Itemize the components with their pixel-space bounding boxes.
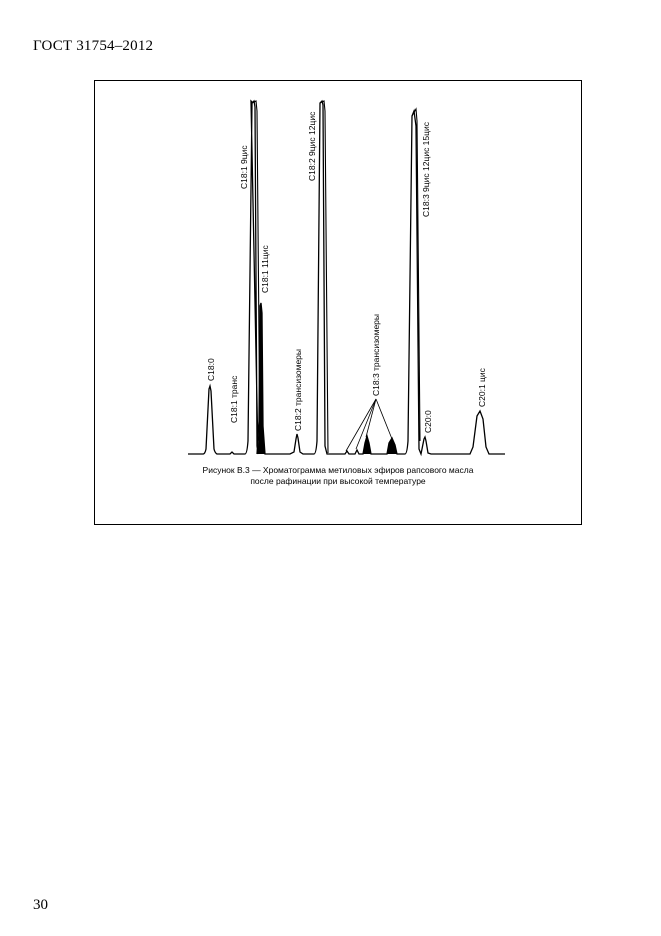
figure-caption-line2: после рафинации при высокой температуре bbox=[250, 476, 426, 486]
document-header: ГОСТ 31754–2012 bbox=[33, 38, 154, 54]
chromatogram-plot bbox=[95, 81, 583, 526]
peak-label: C18:2 9цис 12цис bbox=[307, 111, 317, 181]
peak-label: C20:1 цис bbox=[477, 368, 487, 407]
trace-overlay bbox=[252, 101, 420, 453]
page-number: 30 bbox=[33, 897, 48, 913]
peak-label: C18:2 трансизомеры bbox=[293, 348, 303, 431]
peak-label: C18:1 9цис bbox=[239, 145, 249, 189]
peak-label: C18:1 11цис bbox=[260, 245, 270, 293]
peak-label: C18:3 трансизомеры bbox=[371, 313, 381, 396]
peak-label: C18:0 bbox=[206, 358, 216, 381]
figure-caption-line1: Рисунок В.3 — Хроматограмма метиловых эфиров рапсового масла bbox=[202, 465, 474, 475]
peak-label: C18:1 транс bbox=[229, 375, 239, 423]
chromatogram-figure bbox=[94, 80, 582, 525]
peak-label: C20:0 bbox=[423, 410, 433, 433]
peak-label: C18:3 9цис 12цис 15цис bbox=[421, 121, 431, 217]
